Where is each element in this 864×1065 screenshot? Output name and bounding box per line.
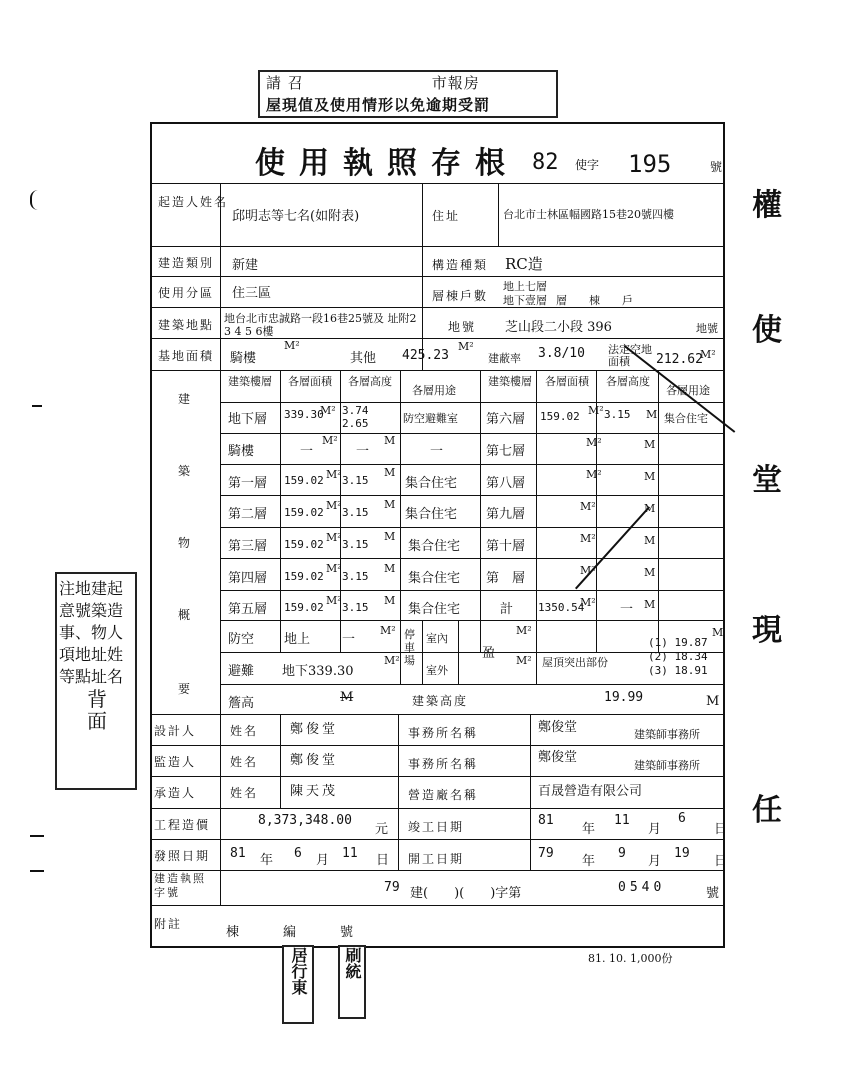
zoning-label: 使用分區 xyxy=(158,286,215,300)
permit-suffix: 號 xyxy=(710,160,723,174)
cost-unit: 元 xyxy=(375,822,389,837)
eave-value: M xyxy=(340,690,354,705)
issue-year: 81 xyxy=(230,846,246,861)
side-notice-line: 等點址名 xyxy=(59,667,124,686)
structure-label: 構造種類 xyxy=(432,258,489,272)
notes-columns: 棟 編 號 xyxy=(226,925,360,940)
side-notice-line: 項地址姓 xyxy=(59,645,124,664)
unit-m2: M² xyxy=(516,654,532,667)
contractor-name-label: 姓名 xyxy=(230,786,259,800)
total-area: 1350.54 xyxy=(538,601,585,614)
use-header-right: 各層用途 xyxy=(666,384,710,397)
building-type-value: 新建 xyxy=(232,258,259,273)
contractor-company: 百晟營造有限公司 xyxy=(538,784,643,799)
floor-name: 第十層 xyxy=(486,539,526,554)
building-height-unit: M xyxy=(706,694,720,709)
unit-m: M xyxy=(646,408,658,421)
floors-below: 地下壹層 xyxy=(503,294,547,307)
other-area-unit: M² xyxy=(458,340,474,353)
seal-stamp-text: 刷統 xyxy=(343,947,362,979)
parking-indoor: 室內 xyxy=(426,632,448,645)
permit-number: 195 xyxy=(628,150,672,178)
legal-open-value: 212.62 xyxy=(656,352,703,367)
floors-above: 地上七層 xyxy=(503,280,547,293)
parking-value: 盈 xyxy=(482,646,496,661)
floor-name: 計 xyxy=(500,602,514,617)
arcade-label: 騎樓 xyxy=(230,351,257,366)
scan-mark xyxy=(30,870,44,872)
notice-stamp xyxy=(258,70,558,118)
seal-stamp xyxy=(282,945,314,1024)
notice-line-1: 請 召 市報房 xyxy=(266,74,480,92)
build-permit-number: 0540 xyxy=(618,880,666,895)
roof-label: 屋頂突出部份 xyxy=(542,656,608,669)
start-year: 79 xyxy=(538,846,554,861)
unit-m: M xyxy=(384,434,396,447)
unit-m2: M² xyxy=(326,562,342,575)
floor-area: 159.02 xyxy=(284,570,324,583)
arcade-value: M² xyxy=(284,339,300,352)
completion-year-unit: 年 xyxy=(582,822,596,837)
unit-m: M xyxy=(644,534,656,547)
unit-m2: M² xyxy=(580,500,596,513)
unit-m: M xyxy=(384,498,396,511)
scan-mark xyxy=(30,835,44,837)
margin-char: 堂 xyxy=(752,463,782,498)
build-permit-text: 建( )( )字第 xyxy=(410,886,522,901)
unit-m: M xyxy=(644,566,656,579)
floor-use: 集合住宅 xyxy=(405,476,458,491)
contractor-name: 陳天茂 xyxy=(290,784,339,799)
floor-height: 3.15 xyxy=(342,506,369,519)
site-label: 建築地點 xyxy=(158,318,215,332)
side-notice-line: 背 xyxy=(87,687,107,711)
unit-m: M xyxy=(712,626,724,639)
scan-mark xyxy=(32,405,42,411)
builder-label: 起造人姓名 xyxy=(158,195,229,209)
notes-label: 附註 xyxy=(154,917,183,931)
margin-char: 任 xyxy=(752,793,782,828)
floor-header-right: 建築樓層 xyxy=(488,375,532,388)
other-area-value: 425.23 xyxy=(402,348,449,363)
side-label-4: 概 xyxy=(178,608,193,622)
unit-m2: M² xyxy=(516,624,532,637)
floor-name: 第七層 xyxy=(486,444,526,459)
issue-day: 11 xyxy=(342,846,358,861)
unit-m: M xyxy=(644,502,656,515)
side-notice-line: 事、物人 xyxy=(59,623,124,642)
side-label-1: 建 xyxy=(178,392,193,406)
other-area-label: 其他 xyxy=(350,351,377,366)
side-notice-stamp xyxy=(55,572,137,790)
issue-day-unit: 日 xyxy=(376,853,390,868)
height-header-left: 各層高度 xyxy=(348,375,392,388)
cost-label: 工程造價 xyxy=(154,818,211,832)
floor-use: 集合住宅 xyxy=(408,602,461,617)
area-label: 基地面積 xyxy=(158,349,215,363)
shelter-below-value: 地下339.30 xyxy=(282,664,354,679)
unit-m2: M² xyxy=(322,434,338,447)
floor-area: 339.30 xyxy=(284,408,324,421)
unit-m2: M² xyxy=(580,532,596,545)
supervisor-office-suffix: 建築師事務所 xyxy=(634,759,700,772)
legal-open-unit: M² xyxy=(700,348,716,361)
parking-label: 停車場 xyxy=(404,628,415,667)
start-day: 19 xyxy=(674,846,690,861)
floor-name: 第一層 xyxy=(228,476,268,491)
builder-address: 台北市士林區幅國路15巷20號四樓 xyxy=(503,208,674,221)
unit-m: M xyxy=(384,594,396,607)
supervisor-label: 監造人 xyxy=(154,755,197,769)
floor-height: 3.74 2.65 xyxy=(342,404,369,430)
floor-name: 第五層 xyxy=(228,602,268,617)
building-type-label: 建造類別 xyxy=(158,256,215,270)
unit-m2: M² xyxy=(326,531,342,544)
unit-m: M xyxy=(384,562,396,575)
completion-month-unit: 月 xyxy=(648,822,662,837)
completion-label: 竣工日期 xyxy=(408,820,465,834)
height-header-right: 各層高度 xyxy=(606,375,650,388)
total-height: 一 xyxy=(620,602,634,617)
legal-open-label: 法定空地面積 xyxy=(608,343,652,368)
designer-name: 鄭俊堂 xyxy=(290,722,339,737)
floor-name: 第八層 xyxy=(486,476,526,491)
permit-type: 使字 xyxy=(575,158,600,172)
builder-address-label: 住址 xyxy=(432,209,461,223)
margin-char: 權 xyxy=(752,188,782,223)
scan-mark xyxy=(30,190,46,210)
issue-year-unit: 年 xyxy=(260,853,274,868)
floor-header-left: 建築樓層 xyxy=(228,375,272,388)
unit-m: M xyxy=(384,466,396,479)
lot-note: 地號 xyxy=(696,322,718,335)
designer-office-suffix: 建築師事務所 xyxy=(634,728,700,741)
designer-name-label: 姓名 xyxy=(230,724,259,738)
margin-char: 現 xyxy=(752,613,782,648)
permit-year: 82 xyxy=(532,150,559,175)
build-permit-suffix: 號 xyxy=(706,886,720,901)
contractor-label: 承造人 xyxy=(154,786,197,800)
issue-month: 6 xyxy=(294,846,302,861)
build-permit-year: 79 xyxy=(384,880,400,895)
side-label-3: 物 xyxy=(178,536,193,550)
structure-value: RC造 xyxy=(505,255,543,273)
issue-month-unit: 月 xyxy=(316,853,330,868)
eave-label: 簷高 xyxy=(228,696,255,711)
designer-office-label: 事務所名稱 xyxy=(408,726,479,740)
designer-office: 鄭俊堂 xyxy=(538,720,578,735)
use-header-left: 各層用途 xyxy=(412,384,456,397)
floors-rest: 層 棟 戶 xyxy=(556,294,633,307)
coverage-label: 建蔽率 xyxy=(488,352,521,365)
unit-m2: M² xyxy=(326,594,342,607)
floor-name: 騎樓 xyxy=(228,444,255,459)
completion-month: 11 xyxy=(614,813,630,828)
unit-m2: M² xyxy=(588,404,604,417)
floor-height: 3.15 xyxy=(342,538,369,551)
unit-m2: M² xyxy=(580,596,596,609)
cost-value: 8,373,348.00 xyxy=(258,813,352,828)
floor-name: 第九層 xyxy=(486,507,526,522)
floors-count-label: 層棟戶數 xyxy=(432,289,489,303)
unit-m2: M² xyxy=(380,624,396,637)
floor-use: 集合住宅 xyxy=(408,539,461,554)
floor-height: 3.15 xyxy=(604,408,631,421)
unit-m: M xyxy=(644,598,656,611)
start-year-unit: 年 xyxy=(582,854,596,869)
floor-name: 第四層 xyxy=(228,571,268,586)
floor-height: 3.15 xyxy=(342,601,369,614)
floor-height: 一 xyxy=(356,444,370,459)
seal-stamp-text: 居行東 xyxy=(289,947,308,995)
start-month: 9 xyxy=(618,846,626,861)
shelter-above-value: 一 xyxy=(342,632,356,647)
designer-label: 設計人 xyxy=(154,724,197,738)
floor-area: 159.02 xyxy=(284,474,324,487)
print-footer: 81. 10. 1,000份 xyxy=(588,952,673,965)
floor-height: 3.15 xyxy=(342,474,369,487)
unit-m2: M² xyxy=(586,468,602,481)
margin-char: 使 xyxy=(752,313,782,348)
shelter-above-label: 地上 xyxy=(284,632,311,647)
floor-area: 一 xyxy=(300,444,314,459)
unit-m: M xyxy=(644,470,656,483)
build-permit-label: 建造執照字號 xyxy=(154,872,206,899)
building-height-value: 19.99 xyxy=(604,690,644,705)
seal-stamp xyxy=(338,945,366,1019)
side-notice-line: 意號築造 xyxy=(59,601,124,620)
floor-use: 一 xyxy=(430,444,444,459)
notice-line-2: 屋現值及使用情形以免逾期受罰 xyxy=(266,96,491,114)
contractor-company-label: 營造廠名稱 xyxy=(408,788,479,802)
roof-value-2: (2) 18.34 xyxy=(648,650,708,663)
unit-m2: M² xyxy=(320,404,336,417)
floor-use: 集合住宅 xyxy=(405,507,458,522)
start-date-label: 開工日期 xyxy=(408,852,465,866)
supervisor-name-label: 姓名 xyxy=(230,755,259,769)
start-month-unit: 月 xyxy=(648,854,662,869)
floor-area: 159.02 xyxy=(540,410,580,423)
side-label-5: 要 xyxy=(178,682,193,696)
floor-name: 第六層 xyxy=(486,412,526,427)
floor-name: 第 層 xyxy=(486,571,526,586)
floor-name: 第三層 xyxy=(228,539,268,554)
side-label-2: 築 xyxy=(178,464,193,478)
floor-area: 159.02 xyxy=(284,601,324,614)
floor-use: 集合住宅 xyxy=(664,412,708,425)
lot-value: 芝山段二小段 396 xyxy=(505,320,612,335)
lot-label: 地號 xyxy=(448,320,477,334)
unit-m: M xyxy=(644,438,656,451)
unit-m: M xyxy=(384,530,396,543)
unit-m2: M² xyxy=(580,564,596,577)
site-address: 地台北市忠誠路一段16巷25號及 址附2 3 4 5 6樓 xyxy=(224,312,417,338)
building-height-label: 建築高度 xyxy=(412,694,469,708)
unit-m2: M² xyxy=(326,499,342,512)
floor-area: 159.02 xyxy=(284,538,324,551)
coverage-value: 3.8/10 xyxy=(538,346,585,361)
side-notice-line: 注地建起 xyxy=(59,579,124,598)
area-header-left: 各層面積 xyxy=(288,375,332,388)
floor-area: 159.02 xyxy=(284,506,324,519)
floor-height: 3.15 xyxy=(342,570,369,583)
floor-use: 集合住宅 xyxy=(408,571,461,586)
supervisor-name: 鄭俊堂 xyxy=(290,753,339,768)
floor-name: 地下層 xyxy=(228,412,268,427)
side-notice-line: 面 xyxy=(87,709,107,733)
floor-use: 防空避難室 xyxy=(403,412,458,425)
start-day-unit: 日 xyxy=(714,854,728,869)
floor-name: 第二層 xyxy=(228,507,268,522)
roof-value-1: (1) 19.87 xyxy=(648,636,708,649)
zoning-value: 住三區 xyxy=(232,286,272,301)
parking-outdoor: 室外 xyxy=(426,664,448,677)
form-title: 使用執照存根 xyxy=(255,146,519,181)
builder-name: 邱明志等七名(如附表) xyxy=(232,209,360,224)
area-header-right: 各層面積 xyxy=(545,375,589,388)
unit-m2: M² xyxy=(384,654,400,667)
completion-day-unit: 日 xyxy=(714,822,728,837)
unit-m2: M² xyxy=(326,468,342,481)
issue-date-label: 發照日期 xyxy=(154,849,211,863)
roof-value-3: (3) 18.91 xyxy=(648,664,708,677)
shelter-label-1: 防空 xyxy=(228,632,255,647)
completion-year: 81 xyxy=(538,813,554,828)
shelter-label-2: 避難 xyxy=(228,664,255,679)
supervisor-office: 鄭俊堂 xyxy=(538,750,578,765)
completion-day: 6 xyxy=(678,811,686,826)
supervisor-office-label: 事務所名稱 xyxy=(408,757,479,771)
unit-m2: M² xyxy=(586,436,602,449)
